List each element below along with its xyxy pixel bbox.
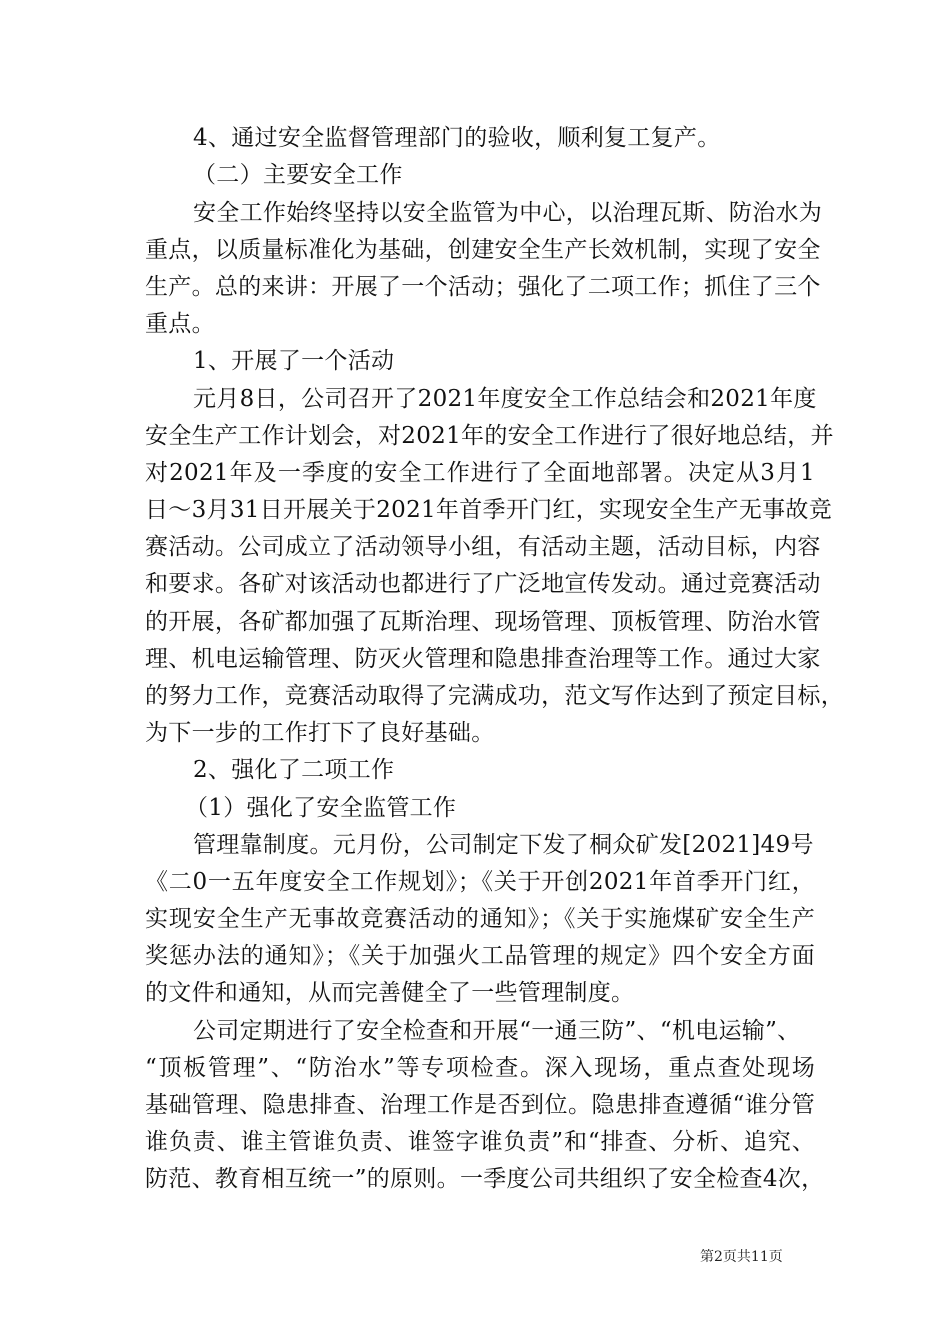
- paragraph-line: 为下一步的工作打下了良好基础。: [145, 720, 495, 746]
- subsection-heading: 2、强化了二项工作: [193, 757, 395, 783]
- paragraph-line: 和要求。各矿对该活动也都进行了广泛地宣传发动。通过竞赛活动: [145, 571, 821, 597]
- paragraph-line: 基础管理、隐患排查、治理工作是否到位。隐患排查遵循“谁分管: [145, 1092, 815, 1118]
- paragraph-line: 重点。: [145, 311, 215, 337]
- paragraph-line: 谁负责、谁主管谁负责、谁签字谁负责”和“排查、分析、追究、: [145, 1129, 815, 1155]
- paragraph-line: 生产。总的来讲：开展了一个活动；强化了二项工作；抓住了三个: [145, 274, 821, 300]
- paragraph-line: 实现安全生产无事故竞赛活动的通知》；《关于实施煤矿安全生产: [145, 906, 815, 932]
- subsection-heading: 1、开展了一个活动: [193, 348, 395, 374]
- paragraph-line: 4、通过安全监督管理部门的验收，顺利复工复产。: [193, 125, 721, 151]
- paragraph-line: 的努力工作，竞赛活动取得了完满成功，范文写作达到了预定目标，: [145, 683, 844, 709]
- paragraph-line: “顶板管理”、“防治水”等专项检查。深入现场，重点查处现场: [145, 1055, 815, 1081]
- section-heading: （二）主要安全工作: [193, 162, 403, 188]
- paragraph-line: 管理靠制度。元月份，公司制定下发了桐众矿发[2021]49号: [193, 832, 814, 858]
- paragraph-line: 日～3月31日开展关于2021年首季开门红，实现安全生产无事故竞: [145, 497, 833, 523]
- paragraph-line: 赛活动。公司成立了活动领导小组，有活动主题，活动目标，内容: [145, 534, 821, 560]
- page-number-footer: 第2页共11页: [700, 1249, 783, 1265]
- paragraph-line: 公司定期进行了安全检查和开展“一通三防”、“机电运输”、: [193, 1018, 801, 1044]
- paragraph-line: 理、机电运输管理、防灭火管理和隐患排查治理等工作。通过大家: [145, 646, 821, 672]
- paragraph-line: 重点，以质量标准化为基础，创建安全生产长效机制，实现了安全: [145, 237, 821, 263]
- paragraph-line: 安全工作始终坚持以安全监管为中心，以治理瓦斯、防治水为: [193, 200, 823, 226]
- paragraph-line: 奖惩办法的通知》；《关于加强火工品管理的规定》四个安全方面: [145, 943, 815, 969]
- paragraph-line: 元月8日，公司召开了2021年度安全工作总结会和2021年度: [193, 386, 817, 412]
- paragraph-line: 防范、教育相互统一”的原则。一季度公司共组织了安全检查4次，: [145, 1166, 825, 1192]
- paragraph-line: 的开展，各矿都加强了瓦斯治理、现场管理、顶板管理、防治水管: [145, 609, 821, 635]
- paragraph-line: 安全生产工作计划会，对2021年的安全工作进行了很好地总结，并: [145, 423, 834, 449]
- paragraph-line: 的文件和通知，从而完善健全了一些管理制度。: [145, 980, 635, 1006]
- sub-subsection-heading: （1）强化了安全监管工作: [185, 795, 457, 821]
- paragraph-line: 对2021年及一季度的安全工作进行了全面地部署。决定从3月1: [145, 460, 815, 486]
- paragraph-line: 《二0一五年度安全工作规划》；《关于开创2021年首季开门红，: [145, 869, 815, 895]
